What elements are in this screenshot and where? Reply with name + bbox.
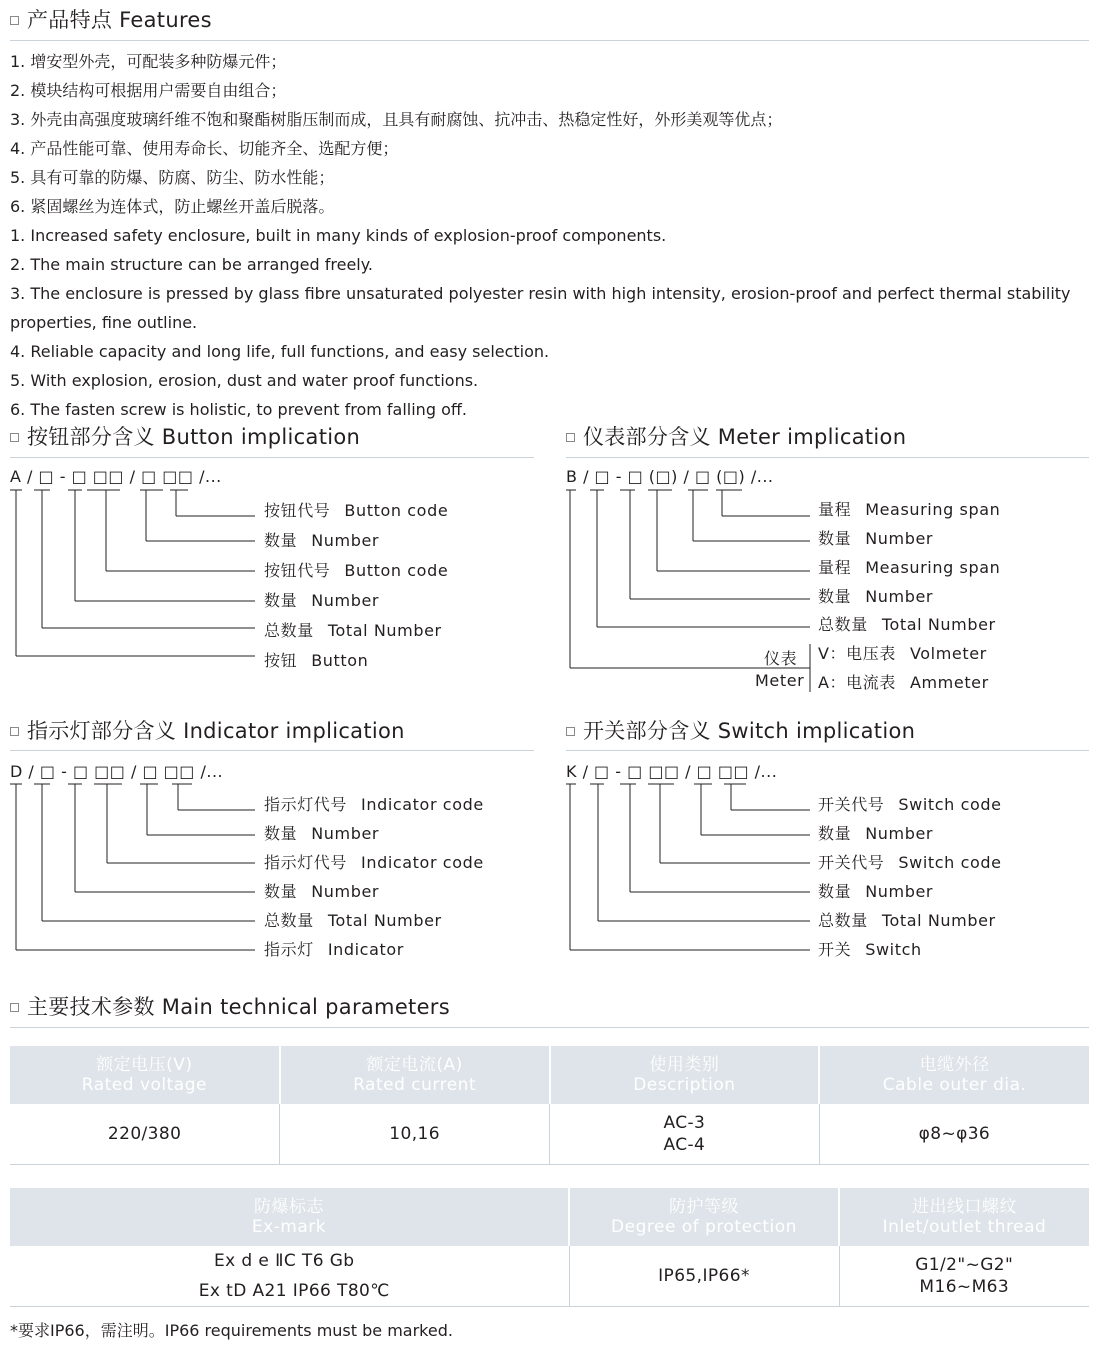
cell-cable-dia: φ8~φ36 xyxy=(819,1104,1089,1165)
footnote: *要求IP66，需注明。IP66 requirements must be marked. xyxy=(10,1321,453,1340)
label-zh: A：电流表 xyxy=(818,673,896,692)
params-section-title: 主要技术参数 Main technical parameters xyxy=(10,994,450,1020)
table-row xyxy=(10,1104,1089,1165)
label-zh: 指示灯代号 xyxy=(264,853,348,872)
feature-item: 1. 增安型外壳，可配装多种防爆元件； xyxy=(10,52,287,71)
label-zh: 按钮 xyxy=(264,651,298,670)
indicator-code: D / □ - □ □□ / □ □□ /... xyxy=(10,762,224,781)
label-en: Measuring span xyxy=(865,558,1001,577)
header-rated-voltage: 额定电压(V) Rated voltage xyxy=(10,1046,280,1104)
label-zh: 指示灯 xyxy=(264,940,314,959)
label-zh: 量程 xyxy=(818,558,852,577)
label-en: Button xyxy=(311,651,369,670)
feature-item: 2. The main structure can be arranged freely. xyxy=(10,255,373,274)
cell-protection: IP65,IP66* xyxy=(569,1246,839,1307)
label-en: Button code xyxy=(344,501,449,520)
button-code: A / □ - □ □□ / □ □□ /... xyxy=(10,467,222,486)
label-zh: 数量 xyxy=(818,824,852,843)
label-zh: 数量 xyxy=(264,882,298,901)
feature-item: 2. 模块结构可根据用户需要自由组合； xyxy=(10,81,287,100)
label-en: Number xyxy=(311,824,380,843)
feature-item: 6. 紧固螺丝为连体式，防止螺丝开盖后脱落。 xyxy=(10,197,335,216)
label-zh: 总数量 xyxy=(264,911,314,930)
header-description: 使用类别 Description xyxy=(550,1046,820,1104)
params-table-1 xyxy=(10,1046,1089,1165)
label-en: Button code xyxy=(344,561,449,580)
cell-rated-current: 10,16 xyxy=(280,1104,550,1165)
cell-thread: G1/2"~G2" M16~M63 xyxy=(839,1246,1089,1307)
label-zh: 数量 xyxy=(818,587,852,606)
divider xyxy=(10,1027,1089,1028)
label-zh: 数量 xyxy=(818,882,852,901)
label-zh: 总数量 xyxy=(264,621,314,640)
header-cable-dia: 电缆外径 Cable outer dia. xyxy=(819,1046,1089,1104)
feature-item: 5. With explosion, erosion, dust and water proof functions. xyxy=(10,371,479,390)
switch-section-title: 开关部分含义 Switch implication xyxy=(566,718,915,744)
label-zh: 指示灯代号 xyxy=(264,795,348,814)
label-en: Switch code xyxy=(898,795,1002,814)
label-en: Measuring span xyxy=(865,500,1001,519)
label-en: Total Number xyxy=(881,911,996,930)
label-en: Number xyxy=(311,531,380,550)
params-table-2 xyxy=(10,1188,1089,1307)
cell-rated-voltage: 220/380 xyxy=(10,1104,280,1165)
table-header-row xyxy=(10,1046,1089,1104)
table-header-row xyxy=(10,1188,1089,1246)
meter-left-zh: 仪表 xyxy=(764,649,798,668)
meter-code: B / □ - □ (□) / □ (□) /... xyxy=(566,467,774,486)
label-zh: 按钮代号 xyxy=(264,561,331,580)
indicator-section-title: 指示灯部分含义 Indicator implication xyxy=(10,718,405,744)
label-en: Total Number xyxy=(327,621,442,640)
feature-item: 1. Increased safety enclosure, built in many kinds of explosion-proof components. xyxy=(10,226,667,245)
label-zh: V：电压表 xyxy=(818,644,896,663)
meter-section-title: 仪表部分含义 Meter implication xyxy=(566,424,906,450)
label-en: Volmeter xyxy=(909,644,987,663)
table-row xyxy=(10,1246,1089,1307)
feature-item: 3. 外壳由高强度玻璃纤维不饱和聚酯树脂压制而成，且具有耐腐蚀、抗冲击、热稳定性好，外形美观等优点； xyxy=(10,110,783,129)
header-protection: 防护等级 Degree of protection xyxy=(569,1188,839,1246)
label-zh: 数量 xyxy=(264,531,298,550)
label-zh: 按钮代号 xyxy=(264,501,331,520)
label-zh: 数量 xyxy=(818,529,852,548)
label-zh: 量程 xyxy=(818,500,852,519)
label-en: Switch xyxy=(865,940,922,959)
label-en: Indicator code xyxy=(361,853,484,872)
label-zh: 开关代号 xyxy=(818,853,885,872)
cell-ex-mark: Ex d e ⅡC T6 Gb Ex tD A21 IP66 T80℃ xyxy=(10,1246,569,1307)
header-rated-current: 额定电流(A) Rated current xyxy=(280,1046,550,1104)
label-en: Number xyxy=(865,587,934,606)
meter-left-en: Meter xyxy=(755,671,805,690)
label-en: Ammeter xyxy=(909,673,989,692)
feature-item: 6. The fasten screw is holistic, to prevent from falling off. xyxy=(10,400,467,419)
switch-code: K / □ - □ □□ / □ □□ /... xyxy=(566,762,778,781)
label-en: Number xyxy=(865,824,934,843)
label-zh: 开关代号 xyxy=(818,795,885,814)
feature-item: 4. 产品性能可靠、使用寿命长、切能齐全、选配方便； xyxy=(10,139,399,158)
label-en: Total Number xyxy=(881,615,996,634)
label-zh: 总数量 xyxy=(818,615,868,634)
feature-item: 3. The enclosure is pressed by glass fibre unsaturated polyester resin with high intensity, erosion-proof and perfect thermal stability xyxy=(10,284,1071,303)
label-zh: 开关 xyxy=(818,940,852,959)
feature-item: 4. Reliable capacity and long life, full functions, and easy selection. xyxy=(10,342,550,361)
label-en: Number xyxy=(865,882,934,901)
label-en: Indicator code xyxy=(361,795,484,814)
features-title: 产品特点 Features xyxy=(10,7,212,33)
feature-item: 5. 具有可靠的防爆、防腐、防尘、防水性能； xyxy=(10,168,335,187)
label-en: Total Number xyxy=(327,911,442,930)
label-en: Indicator xyxy=(327,940,404,959)
label-zh: 总数量 xyxy=(818,911,868,930)
label-en: Number xyxy=(865,529,934,548)
label-en: Switch code xyxy=(898,853,1002,872)
label-en: Number xyxy=(311,882,380,901)
label-zh: 数量 xyxy=(264,591,298,610)
label-zh: 数量 xyxy=(264,824,298,843)
cell-description: AC-3 AC-4 xyxy=(550,1104,820,1165)
header-ex-mark: 防爆标志 Ex-mark xyxy=(10,1188,569,1246)
header-thread: 进出线口螺纹 Inlet/outlet thread xyxy=(839,1188,1089,1246)
label-en: Number xyxy=(311,591,380,610)
square-bullet-icon xyxy=(10,1003,19,1012)
button-section-title: 按钮部分含义 Button implication xyxy=(10,424,360,450)
feature-item: properties, fine outline. xyxy=(10,313,198,332)
